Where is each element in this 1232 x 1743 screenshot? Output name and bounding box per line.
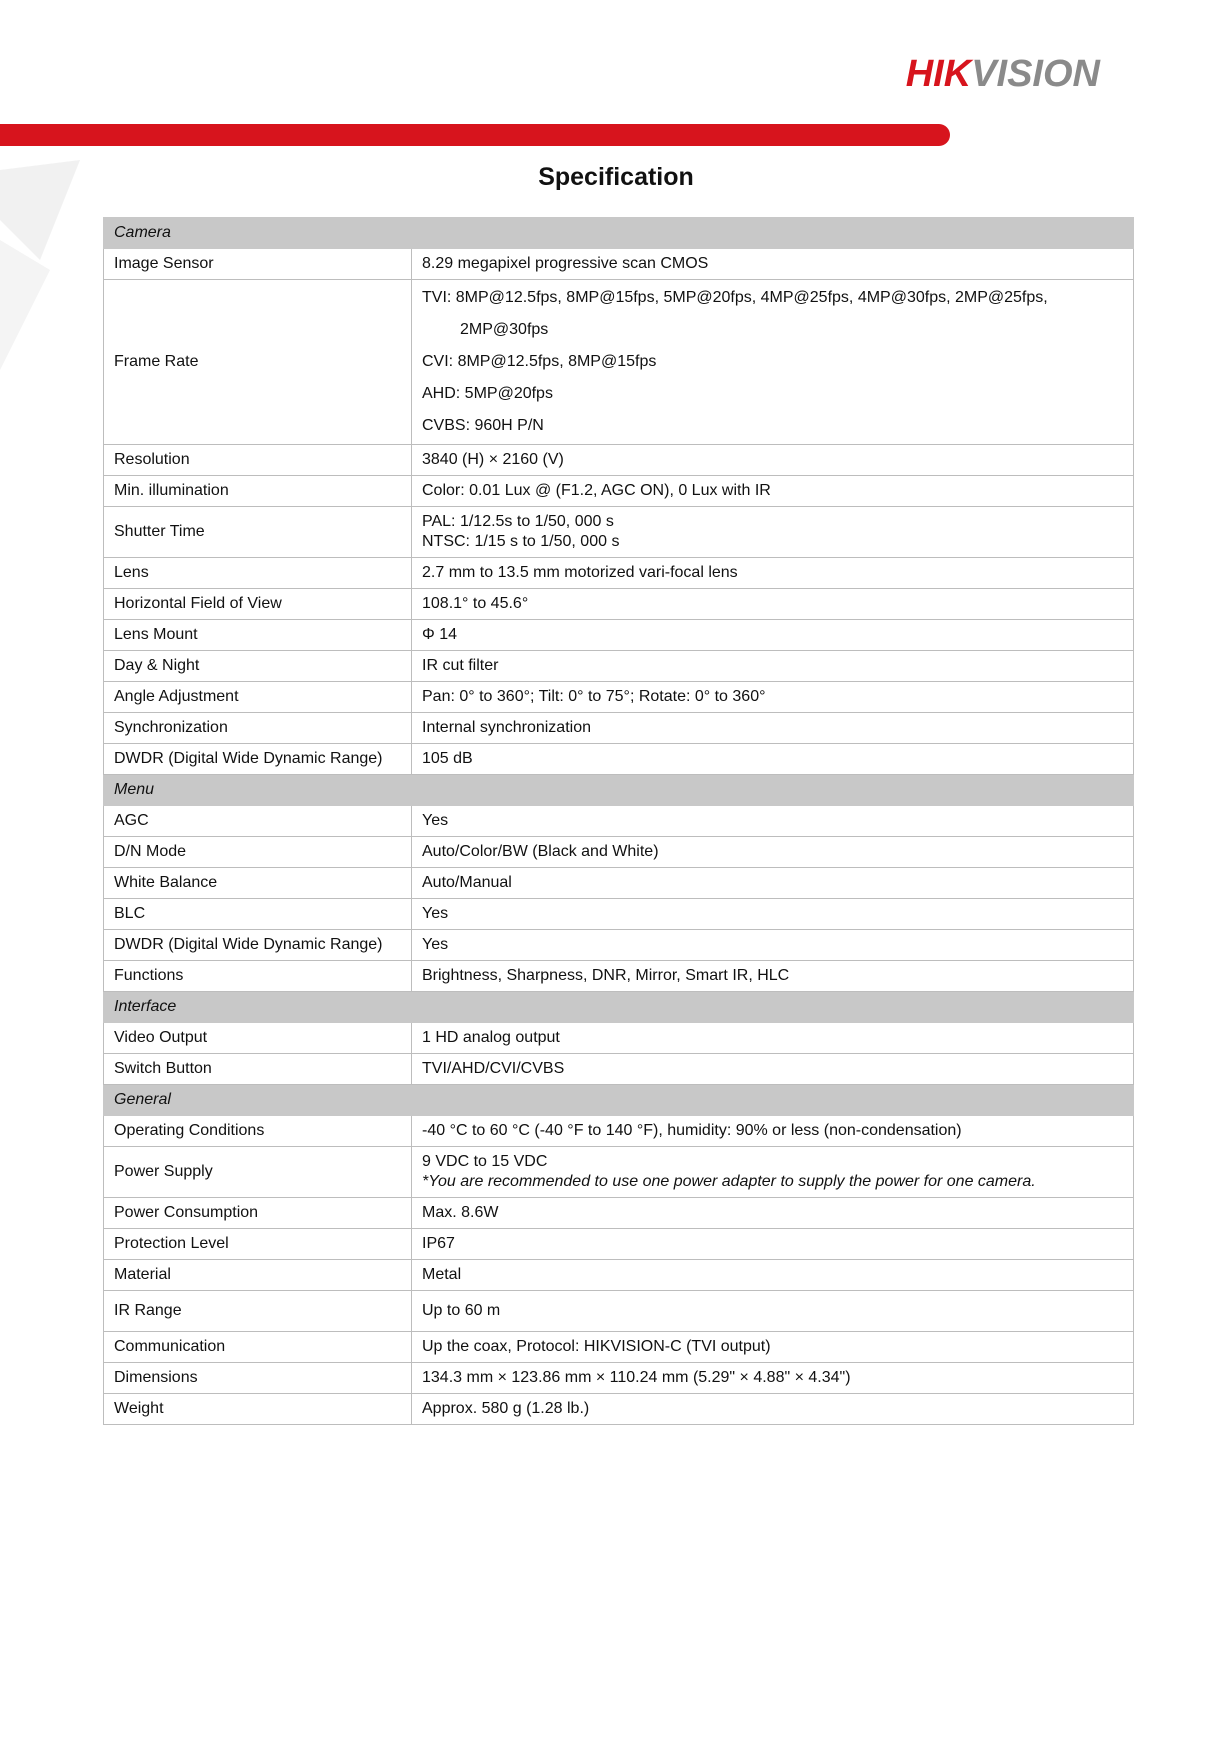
table-row bbox=[104, 476, 1134, 507]
spec-value-line: TVI: 8MP@12.5fps, 8MP@15fps, 5MP@20fps, 4MP@25fps, 4MP@30fps, 2MP@25fps, bbox=[422, 289, 1048, 306]
spec-label: Angle Adjustment bbox=[104, 682, 412, 713]
table-row bbox=[104, 837, 1134, 868]
spec-value: 134.3 mm × 123.86 mm × 110.24 mm (5.29" × 4.88" × 4.34") bbox=[412, 1363, 1134, 1394]
spec-value-line: CVI: 8MP@12.5fps, 8MP@15fps bbox=[422, 353, 657, 370]
table-row bbox=[104, 1147, 1134, 1198]
spec-value: Yes bbox=[412, 806, 1134, 837]
table-row bbox=[104, 806, 1134, 837]
table-row bbox=[104, 682, 1134, 713]
spec-value bbox=[412, 1147, 1134, 1198]
page-title: Specification bbox=[538, 163, 694, 191]
spec-value: 8.29 megapixel progressive scan CMOS bbox=[412, 249, 1134, 280]
spec-label: Material bbox=[104, 1260, 412, 1291]
table-row bbox=[104, 899, 1134, 930]
table-row bbox=[104, 507, 1134, 558]
spec-label: Resolution bbox=[104, 445, 412, 476]
table-row bbox=[104, 744, 1134, 775]
spec-value-note: *You are recommended to use one power adapter to supply the power for one camera. bbox=[422, 1173, 1036, 1190]
table-row bbox=[104, 1291, 1134, 1332]
spec-value: Metal bbox=[412, 1260, 1134, 1291]
table-row bbox=[104, 868, 1134, 899]
spec-value: 105 dB bbox=[412, 744, 1134, 775]
table-row bbox=[104, 1198, 1134, 1229]
table-row bbox=[104, 930, 1134, 961]
spec-label: Power Consumption bbox=[104, 1198, 412, 1229]
table-row bbox=[104, 1116, 1134, 1147]
spec-value: Pan: 0° to 360°; Tilt: 0° to 75°; Rotate: 0° to 360° bbox=[412, 682, 1134, 713]
spec-value: TVI/AHD/CVI/CVBS bbox=[412, 1054, 1134, 1085]
spec-value: IP67 bbox=[412, 1229, 1134, 1260]
spec-label: Protection Level bbox=[104, 1229, 412, 1260]
spec-label: Switch Button bbox=[104, 1054, 412, 1085]
spec-label: DWDR (Digital Wide Dynamic Range) bbox=[104, 930, 412, 961]
spec-value: 108.1° to 45.6° bbox=[412, 589, 1134, 620]
spec-label: D/N Mode bbox=[104, 837, 412, 868]
section-title: Interface bbox=[104, 992, 1134, 1023]
section-header-general bbox=[104, 1085, 1134, 1116]
spec-label: Operating Conditions bbox=[104, 1116, 412, 1147]
spec-label: Min. illumination bbox=[104, 476, 412, 507]
spec-value: Yes bbox=[412, 899, 1134, 930]
spec-value bbox=[412, 507, 1134, 558]
table-row bbox=[104, 1054, 1134, 1085]
brand-logo-vision: VISION bbox=[971, 53, 1100, 95]
spec-label: Lens bbox=[104, 558, 412, 589]
spec-value: Approx. 580 g (1.28 lb.) bbox=[412, 1394, 1134, 1425]
spec-value: Max. 8.6W bbox=[412, 1198, 1134, 1229]
table-row bbox=[104, 1229, 1134, 1260]
spec-label: Weight bbox=[104, 1394, 412, 1425]
section-title: General bbox=[104, 1085, 1134, 1116]
table-row bbox=[104, 651, 1134, 682]
spec-label: Synchronization bbox=[104, 713, 412, 744]
spec-label: Image Sensor bbox=[104, 249, 412, 280]
table-row bbox=[104, 620, 1134, 651]
spec-value: Up to 60 m bbox=[412, 1291, 1134, 1332]
spec-value-line: CVBS: 960H P/N bbox=[422, 417, 544, 434]
spec-label: Day & Night bbox=[104, 651, 412, 682]
section-title: Camera bbox=[104, 218, 1134, 249]
spec-value: -40 °C to 60 °C (-40 °F to 140 °F), humidity: 90% or less (non-condensation) bbox=[412, 1116, 1134, 1147]
spec-label: Shutter Time bbox=[104, 507, 412, 558]
brand-logo bbox=[906, 55, 1100, 93]
spec-value: Auto/Manual bbox=[412, 868, 1134, 899]
spec-value: 1 HD analog output bbox=[412, 1023, 1134, 1054]
spec-value: 2.7 mm to 13.5 mm motorized vari-focal lens bbox=[412, 558, 1134, 589]
spec-label: Frame Rate bbox=[104, 280, 412, 445]
header-red-bar bbox=[0, 124, 950, 146]
spec-label: Dimensions bbox=[104, 1363, 412, 1394]
spec-label: Video Output bbox=[104, 1023, 412, 1054]
spec-label: BLC bbox=[104, 899, 412, 930]
spec-value: Color: 0.01 Lux @ (F1.2, AGC ON), 0 Lux with IR bbox=[412, 476, 1134, 507]
spec-value-line: AHD: 5MP@20fps bbox=[422, 385, 553, 402]
table-row bbox=[104, 1363, 1134, 1394]
table-row bbox=[104, 1023, 1134, 1054]
spec-label: Horizontal Field of View bbox=[104, 589, 412, 620]
table-row bbox=[104, 589, 1134, 620]
table-row bbox=[104, 558, 1134, 589]
table-row bbox=[104, 249, 1134, 280]
specification-table bbox=[103, 217, 1134, 1425]
section-title: Menu bbox=[104, 775, 1134, 806]
table-row bbox=[104, 280, 1134, 445]
table-row bbox=[104, 445, 1134, 476]
spec-label: White Balance bbox=[104, 868, 412, 899]
section-header-interface bbox=[104, 992, 1134, 1023]
table-row bbox=[104, 713, 1134, 744]
spec-value: Yes bbox=[412, 930, 1134, 961]
spec-label: Communication bbox=[104, 1332, 412, 1363]
spec-label: DWDR (Digital Wide Dynamic Range) bbox=[104, 744, 412, 775]
table-row bbox=[104, 961, 1134, 992]
spec-value bbox=[412, 280, 1134, 445]
spec-label: Lens Mount bbox=[104, 620, 412, 651]
spec-value: Internal synchronization bbox=[412, 713, 1134, 744]
spec-value: Φ 14 bbox=[412, 620, 1134, 651]
spec-value: 3840 (H) × 2160 (V) bbox=[412, 445, 1134, 476]
spec-value-line: PAL: 1/12.5s to 1/50, 000 s bbox=[422, 513, 614, 530]
spec-value-line: NTSC: 1/15 s to 1/50, 000 s bbox=[422, 533, 620, 550]
brand-logo-hik: HIK bbox=[905, 53, 972, 95]
table-row bbox=[104, 1332, 1134, 1363]
section-header-camera bbox=[104, 218, 1134, 249]
spec-label: Functions bbox=[104, 961, 412, 992]
spec-value-line: 2MP@30fps bbox=[460, 321, 549, 338]
section-header-menu bbox=[104, 775, 1134, 806]
table-row bbox=[104, 1260, 1134, 1291]
spec-value: Brightness, Sharpness, DNR, Mirror, Smart IR, HLC bbox=[412, 961, 1134, 992]
spec-value-line: 9 VDC to 15 VDC bbox=[422, 1153, 548, 1170]
spec-value: Auto/Color/BW (Black and White) bbox=[412, 837, 1134, 868]
spec-label: Power Supply bbox=[104, 1147, 412, 1198]
table-row bbox=[104, 1394, 1134, 1425]
spec-label: IR Range bbox=[104, 1291, 412, 1332]
spec-label: AGC bbox=[104, 806, 412, 837]
spec-value: IR cut filter bbox=[412, 651, 1134, 682]
spec-value: Up the coax, Protocol: HIKVISION-C (TVI output) bbox=[412, 1332, 1134, 1363]
